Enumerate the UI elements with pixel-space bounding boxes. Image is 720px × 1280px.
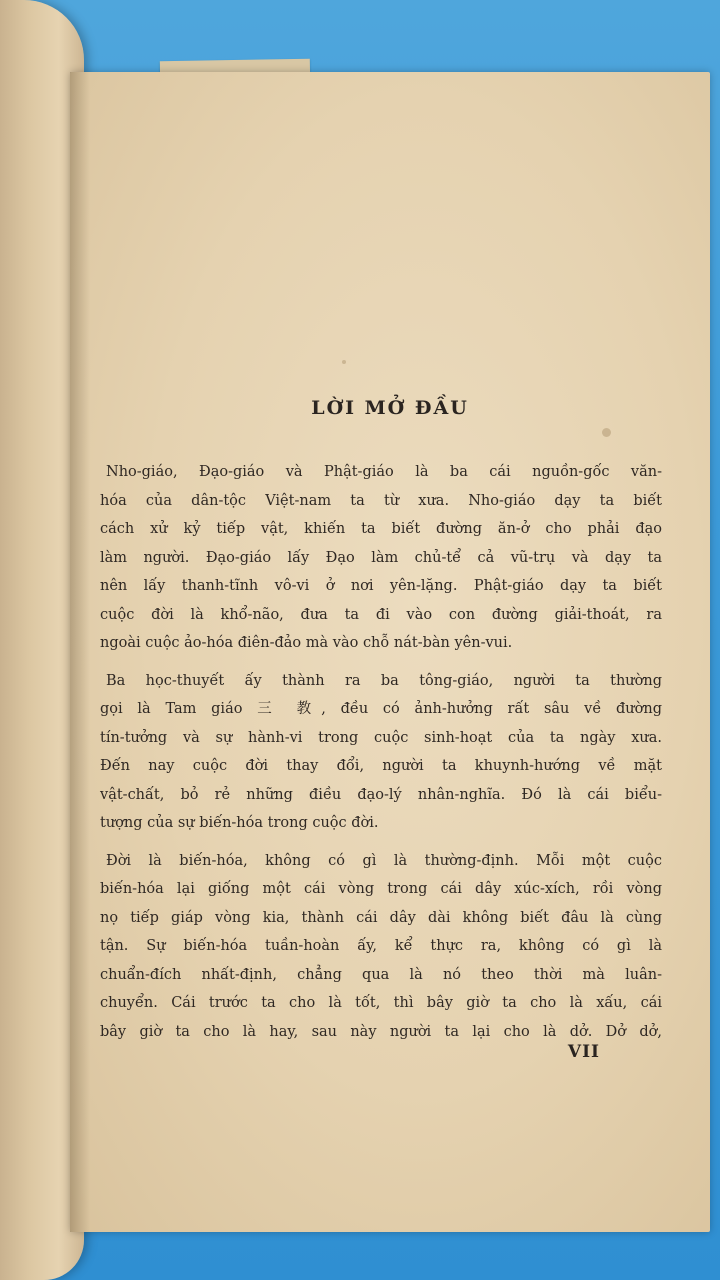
page-stain — [602, 428, 611, 437]
body-text — [100, 458, 662, 1046]
text-line: làm người. Đạo-giáo lấy Đạo làm chủ-tể cả vũ-trụ và dạy ta — [100, 549, 662, 566]
page-number: VII — [567, 1042, 600, 1062]
text-line: chuẩn-đích nhất-định, chẳng qua là nó theo thời mà luân- — [100, 966, 662, 983]
text-line: tín-tưởng và sự hành-vi trong cuộc sinh-hoạt của ta ngày xưa. — [100, 729, 662, 746]
paragraph-3 — [100, 847, 662, 1047]
text-line: cách xử kỷ tiếp vật, khiến ta biết đường ăn-ở cho phải đạo — [100, 521, 662, 537]
page-stain — [342, 360, 346, 364]
text-line: Nho-giáo, Đạo-giáo và Phật-giáo là ba cái nguồn-gốc văn- — [106, 464, 662, 480]
paragraph-1 — [100, 458, 662, 658]
text-line: Đến nay cuộc đời thay đổi, người ta khuynh-hướng về mặt — [100, 758, 662, 774]
page-title: LỜI MỞ ĐẦU — [311, 397, 469, 419]
text-line: nọ tiếp giáp vòng kia, thành cái dây dài không biết đâu là cùng — [100, 909, 662, 926]
text-line: gọi là Tam giáo 三 教, đều có ảnh-hưởng rất sâu về đường — [100, 701, 662, 717]
text-line: Đời là biến-hóa, không có gì là thường-định. Mỗi một cuộc — [106, 852, 662, 869]
text-line: ngoài cuộc ảo-hóa điên-đảo mà vào chỗ nát-bàn yên-vui. — [100, 635, 513, 651]
text-line: bây giờ ta cho là hay, sau này người ta lại cho là dở. Dở dở, — [100, 1023, 662, 1040]
paragraph-2 — [100, 667, 662, 838]
text-line: tượng của sự biến-hóa trong cuộc đời. — [100, 815, 379, 831]
text-line: biến-hóa lại giống một cái vòng trong cái dây xúc-xích, rồi vòng — [100, 881, 662, 897]
text-line: cuộc đời là khổ-não, đưa ta đi vào con đường giải-thoát, ra — [100, 606, 662, 623]
book-page — [70, 72, 710, 1232]
text-line: tận. Sự biến-hóa tuần-hoàn ấy, kể thực ra, không có gì là — [100, 938, 662, 954]
page-gutter-shadow — [70, 72, 90, 1232]
text-line: nên lấy thanh-tĩnh vô-vi ở nơi yên-lặng. Phật-giáo dạy ta biết — [100, 578, 662, 594]
text-line: vật-chất, bỏ rẻ những điều đạo-lý nhân-nghĩa. Đó là cái biểu- — [100, 786, 662, 803]
text-line: chuyển. Cái trước ta cho là tốt, thì bây giờ ta cho là xấu, cái — [100, 995, 662, 1011]
text-line: Ba học-thuyết ấy thành ra ba tông-giáo, người ta thường — [106, 672, 662, 689]
text-line: hóa của dân-tộc Việt-nam ta từ xưa. Nho-giáo dạy ta biết — [100, 492, 662, 509]
